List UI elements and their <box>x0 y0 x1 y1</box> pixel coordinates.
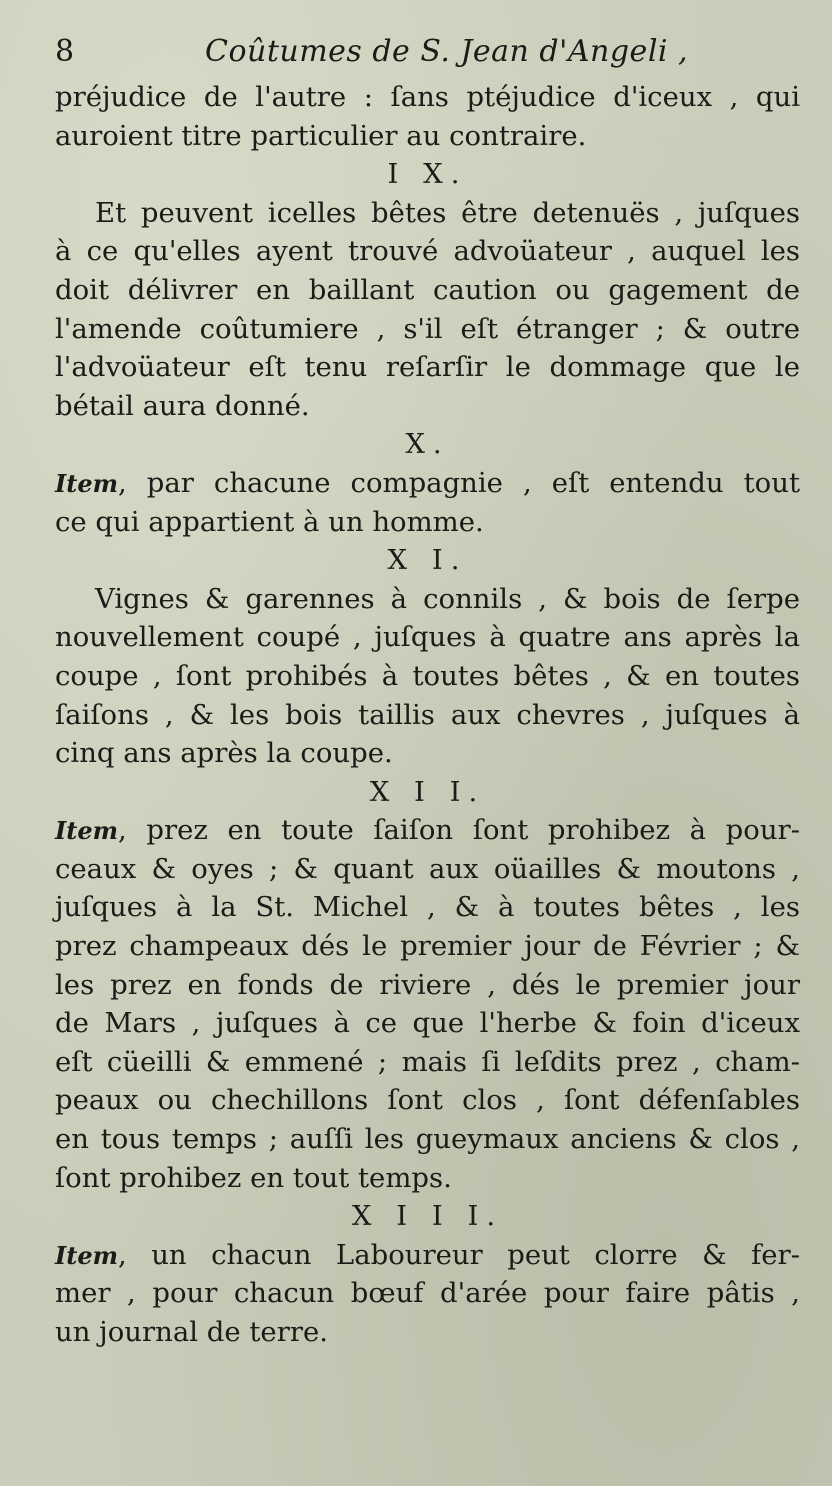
page-header <box>55 30 795 74</box>
text-line <box>55 1236 800 1275</box>
text-line: nouvellement coupé , juſques à quatre ans après la <box>55 621 800 654</box>
page-body <box>55 78 800 1352</box>
text-line: préjudice de l'autre : ſans ptéjudice d'iceux , qui <box>55 81 800 113</box>
text-line: ſaiſons , & les bois taillis aux chevres , juſques à <box>55 698 800 731</box>
line-text: , par chacune compagnie , eſt entendu tout <box>117 466 800 499</box>
item-word: Item <box>55 816 118 846</box>
text-line: un journal de terre. <box>55 1316 328 1348</box>
article-11 <box>55 541 800 773</box>
article-number: X I I. <box>369 775 486 808</box>
item-word: Item <box>55 1240 118 1270</box>
text-line: l'advoüateur eſt tenu reſarſir le dommage que le <box>55 351 800 384</box>
text-line: doit délivrer en baillant caution ou gagement de <box>55 273 800 306</box>
text-line: Et peuvent icelles bêtes être detenuës , juſques <box>95 196 800 229</box>
text-line: mer , pour chacun bœuf d'arée pour faire pâtis , <box>55 1277 800 1310</box>
text-line <box>55 464 800 503</box>
line-text: , un chacun Laboureur peut clorre & fer- <box>117 1238 800 1271</box>
article-continuation <box>55 78 800 155</box>
article-number: I X. <box>387 158 468 191</box>
text-line: ce qui appartient à un homme. <box>55 505 484 538</box>
article-13 <box>55 1197 800 1351</box>
text-line: coupe , ſont prohibés à toutes bêtes , & en toutes <box>55 659 800 692</box>
text-line: en tous temps ; auſſi les gueymaux anciens & clos , <box>55 1123 800 1156</box>
text-line: cinq ans après la coupe. <box>55 737 393 770</box>
text-line: eſt cüeilli & emmené ; mais ſi leſdits prez , cham- <box>55 1045 800 1078</box>
article-number: X I I I. <box>351 1200 504 1233</box>
running-title: Coûtumes de S. Jean d'Angeli , <box>205 34 689 69</box>
text-line: bétail aura donné. <box>55 389 310 422</box>
page-number: 8 <box>55 34 75 69</box>
text-line <box>55 811 800 850</box>
article-10 <box>55 425 800 541</box>
text-line: les prez en fonds de riviere , dés le premier jour <box>55 968 800 1001</box>
text-line: auroient titre particulier au contraire. <box>55 119 587 152</box>
text-line: à ce qu'elles ayent trouvé advoüateur , auquel les <box>55 235 800 268</box>
text-line: l'amende coûtumiere , s'il eſt étranger ; & outre <box>55 312 800 345</box>
article-12 <box>55 773 800 1198</box>
text-line: prez champeaux dés le premier jour de Février ; & <box>55 930 800 963</box>
text-line: juſques à la St. Michel , & à toutes bêtes , les <box>55 891 800 924</box>
article-9 <box>55 155 800 425</box>
article-number: X I. <box>387 544 468 577</box>
text-line: peaux ou chechillons ſont clos , ſont défenſables <box>55 1084 800 1117</box>
line-text: , prez en toute ſaiſon ſont prohibez à pour- <box>117 814 800 847</box>
item-word: Item <box>55 468 118 498</box>
text-line: ceaux & oyes ; & quant aux oüailles & moutons , <box>55 852 800 885</box>
article-number: X. <box>405 428 450 461</box>
text-line: de Mars , juſques à ce que l'herbe & foin d'iceux <box>55 1007 800 1040</box>
text-line: Vignes & garennes à connils , & bois de ſerpe <box>95 582 800 615</box>
text-line: ſont prohibez en tout temps. <box>55 1161 452 1194</box>
